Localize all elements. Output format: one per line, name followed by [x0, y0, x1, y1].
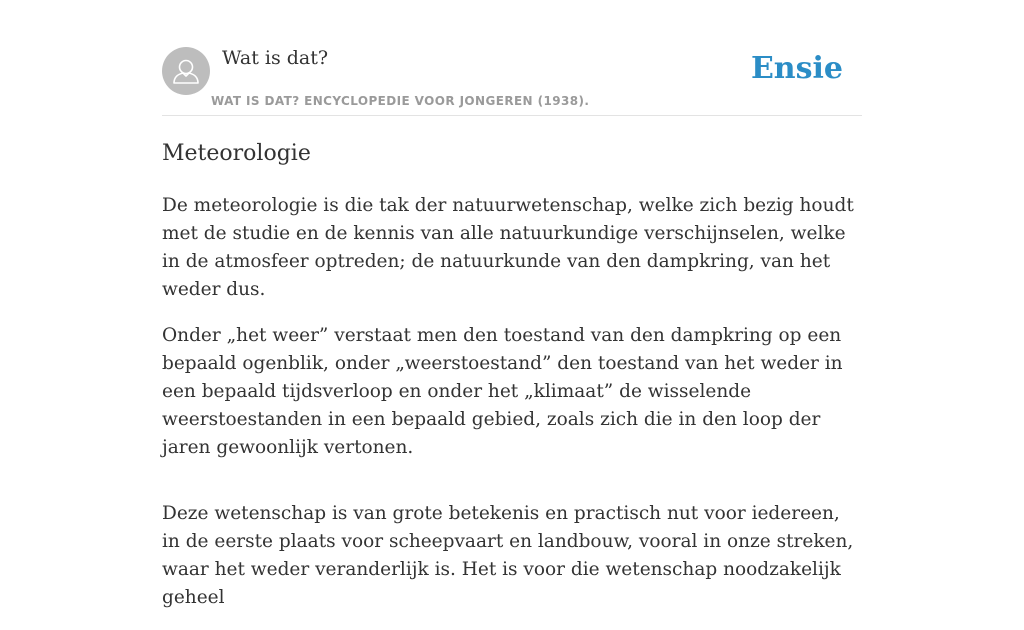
article-paragraph: Deze wetenschap is van grote betekenis en practisch nut voor iedereen, in de eerste plaats voor scheepvaart en landbouw, vooral in onze streken, waar het weder veranderlijk is. Het is voor die wetenschap noodzakelijk geheel	[162, 503, 854, 608]
brand-logo[interactable]: Ensie	[750, 51, 843, 86]
user-silhouette-icon	[162, 47, 210, 95]
article-body	[162, 192, 862, 630]
author-name[interactable]: Wat is dat?	[222, 47, 329, 69]
article-paragraph: De meteorologie is die tak der natuurwetenschap, welke zich bezig houdt met de studie en de kennis van alle natuurkundige verschijnselen, welke in de atmosfeer optreden; de natuurkunde van den dampkring, van het weder dus.	[162, 195, 854, 300]
source-label[interactable]: WAT IS DAT? ENCYCLOPEDIE VOOR JONGEREN (1938).	[211, 94, 590, 108]
author-avatar[interactable]	[162, 47, 210, 95]
article-paragraph: Onder „het weer” verstaat men den toestand van den dampkring op een bepaald ogenblik, onder „weerstoestand” den toestand van het weder in een bepaald tijdsverloop en onder het „klimaat” de wisselende weerstoestanden in een bepaald gebied, zoals zich die in den loop der jaren gewoonlijk vertonen.	[162, 325, 843, 458]
article-header	[162, 40, 862, 116]
article-page	[162, 0, 862, 608]
page-title: Meteorologie	[162, 141, 311, 166]
